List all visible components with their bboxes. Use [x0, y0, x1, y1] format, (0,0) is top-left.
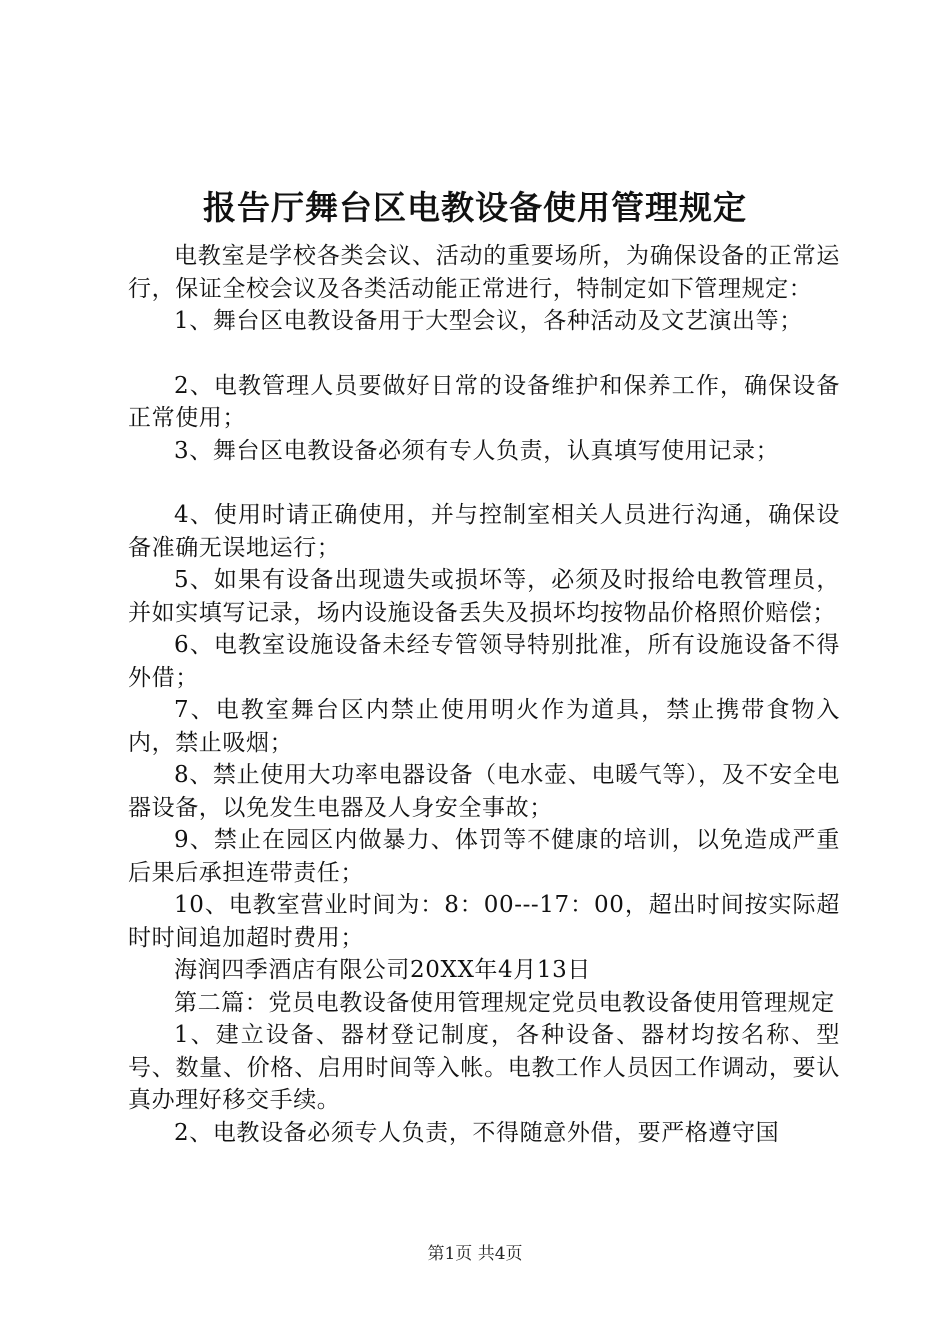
rule-1-paragraph: 1、舞台区电教设备用于大型会议，各种活动及文艺演出等； — [174, 308, 803, 334]
rule-6-paragraph: 6、电教室设施设备未经专管领导特别批准，所有设施设备不得外借； — [128, 632, 840, 691]
second-rule-1-paragraph: 1、建立设备、器材登记制度，各种设备、器材均按名称、型号、数量、价格、启用时间等入帐。电教工作人员因工作调动，要认真办理好移交手续。 — [128, 1022, 840, 1113]
intro-paragraph: 电教室是学校各类会议、活动的重要场所，为确保设备的正常运行，保证全校会议及各类活动能正常进行，特制定如下管理规定： — [128, 243, 840, 302]
rule-4-paragraph: 4、使用时请正确使用，并与控制室相关人员进行沟通，确保设备准确无误地运行； — [128, 502, 840, 561]
document-body — [128, 240, 840, 1149]
rule-5-paragraph: 5、如果有设备出现遗失或损坏等，必须及时报给电教管理员，并如实填写记录，场内设施设备丢失及损坏均按物品价格照价赔偿； — [128, 567, 840, 626]
second-rule-2-paragraph: 2、电教设备必须专人负责，不得随意外借，要严格遵守国 — [174, 1119, 780, 1146]
rule-10-paragraph: 10、电教室营业时间为：8：00---17：00，超出时间按实际超时时间追加超时费用； — [128, 892, 840, 951]
document-title: 报告厅舞台区电教设备使用管理规定 — [203, 188, 747, 227]
rule-9-paragraph: 9、禁止在园区内做暴力、体罚等不健康的培训，以免造成严重后果后承担连带责任； — [128, 827, 840, 886]
signature-line: 海润四季酒店有限公司20XX年4月13日 — [174, 957, 591, 983]
rule-7-paragraph: 7、电教室舞台区内禁止使用明火作为道具，禁止携带食物入内，禁止吸烟； — [128, 697, 840, 756]
page-number-footer: 第1页 共4页 — [427, 1244, 523, 1264]
rule-2-paragraph: 2、电教管理人员要做好日常的设备维护和保养工作，确保设备正常使用； — [128, 372, 840, 431]
second-section-heading: 第二篇：党员电教设备使用管理规定党员电教设备使用管理规定 — [174, 989, 835, 1016]
rule-8-paragraph: 8、禁止使用大功率电器设备（电水壶、电暖气等），及不安全电器设备，以免发生电器及人身安全事故； — [128, 762, 840, 821]
rule-3-paragraph: 3、舞台区电教设备必须有专人负责，认真填写使用记录； — [174, 437, 780, 464]
